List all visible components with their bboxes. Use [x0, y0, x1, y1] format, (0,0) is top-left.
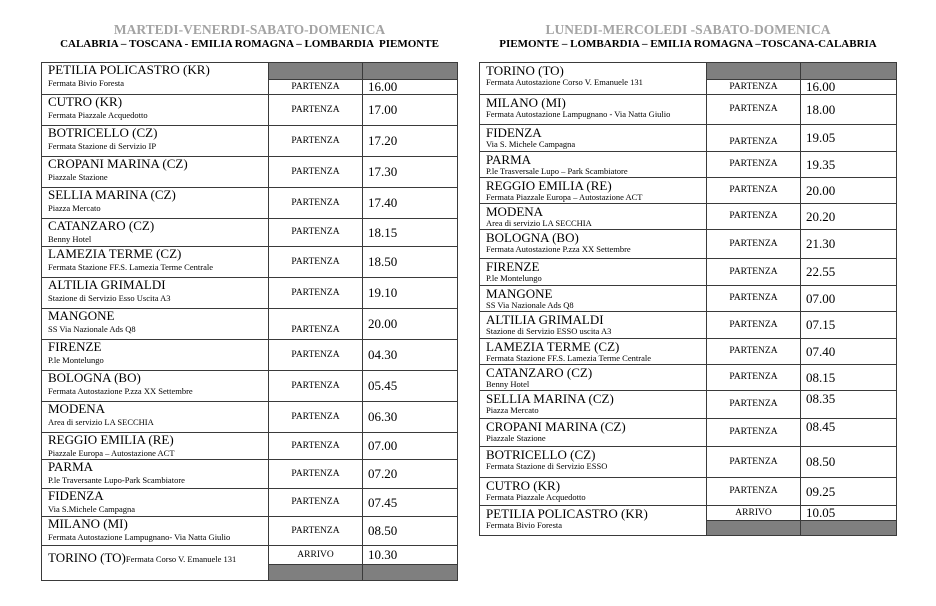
return-timetable: [479, 62, 897, 536]
stop-cell: [42, 546, 268, 580]
stop-address: Via S. Michele Campagna: [486, 139, 576, 149]
stop-cell: [480, 178, 706, 203]
stop-city: MILANO (MI): [486, 95, 566, 110]
stop-cell: [480, 204, 706, 229]
stop-cell: [480, 339, 706, 364]
departure-time: 17.00: [363, 95, 457, 125]
stop-city: REGGIO EMILIA (RE): [48, 432, 174, 447]
stop-type-label: PARTENZA: [269, 126, 362, 156]
stop-cell: [480, 365, 706, 390]
stop-city: FIRENZE: [48, 339, 102, 354]
stop-city: CROPANI MARINA (CZ): [48, 156, 188, 171]
shaded-footer-cell: [707, 521, 800, 535]
stop-cell: [42, 433, 268, 459]
stop-cell: [480, 259, 706, 285]
service-days: LUNEDI-MERCOLEDI -SABATO-DOMENICA: [545, 22, 831, 37]
departure-time: 18.15: [363, 219, 457, 246]
stop-type-label: PARTENZA: [269, 460, 362, 488]
stop-address: Fermata Autostazione Corso V. Emanuele 131: [486, 77, 643, 87]
stop-city: BOTRICELLO (CZ): [48, 125, 158, 140]
departure-time: 17.30: [363, 157, 457, 187]
departure-time: 19.35: [801, 152, 896, 177]
departure-time: 07.20: [363, 460, 457, 488]
stop-cell: [42, 371, 268, 401]
stop-cell: [42, 278, 268, 308]
departure-time: 07.40: [801, 339, 896, 364]
stop-city: BOLOGNA (BO): [486, 230, 579, 245]
stop-type-label: PARTENZA: [269, 80, 362, 94]
stop-cell: [42, 340, 268, 370]
departure-time: 07.15: [801, 312, 896, 338]
stop-type-label: PARTENZA: [269, 433, 362, 459]
stop-city: LAMEZIA TERME (CZ): [486, 339, 620, 354]
stop-address: Benny Hotel: [486, 379, 530, 389]
stop-type-label: PARTENZA: [707, 391, 800, 418]
departure-time: 19.05: [801, 125, 896, 151]
stop-city: MANGONE: [48, 308, 115, 323]
stop-type-label: PARTENZA: [707, 259, 800, 285]
stop-cell: [42, 309, 268, 339]
stop-city: MODENA: [48, 401, 106, 416]
stop-cell: [42, 95, 268, 125]
stop-city: TORINO (TO): [486, 63, 564, 78]
stop-address: Piazzale Stazione: [486, 433, 546, 443]
stop-city: CROPANI MARINA (CZ): [486, 419, 626, 434]
stop-type-label: PARTENZA: [707, 80, 800, 94]
stop-city: CATANZARO (CZ): [48, 218, 155, 233]
departure-time: 22.55: [801, 259, 896, 285]
stop-cell: [42, 188, 268, 218]
stop-cell: [480, 286, 706, 311]
stop-type-label: PARTENZA: [707, 419, 800, 446]
stop-cell: [480, 447, 706, 477]
arrival-time: 10.05: [801, 506, 896, 520]
stop-type-label: PARTENZA: [707, 365, 800, 390]
return-heading: [479, 22, 897, 50]
stop-city: BOLOGNA (BO): [48, 370, 141, 385]
stop-cell: [480, 125, 706, 151]
stop-type-label: PARTENZA: [269, 278, 362, 308]
stop-address: Piazza Mercato: [486, 405, 539, 415]
stop-type-label: PARTENZA: [269, 157, 362, 187]
departure-time: 20.00: [801, 178, 896, 203]
stop-city: FIDENZA: [48, 488, 104, 503]
stop-cell: [42, 126, 268, 156]
stop-address: Fermata Bivio Foresta: [48, 78, 125, 88]
stop-city: MANGONE: [486, 286, 553, 301]
stop-address: Fermata Stazione di Servizio ESSO: [486, 461, 608, 471]
stop-type-label: ARRIVO: [707, 506, 800, 520]
stop-type-label: PARTENZA: [707, 478, 800, 505]
stop-type-label: PARTENZA: [269, 219, 362, 246]
stop-city: PETILIA POLICASTRO (KR): [486, 506, 648, 521]
stop-address: Fermata Stazione FF.S. Lamezia Terme Centrale: [48, 262, 213, 272]
departure-time: 16.00: [801, 80, 896, 94]
stop-address: Benny Hotel: [48, 234, 92, 244]
stop-address: Fermata Autostazione P.zza XX Settembre: [48, 386, 193, 396]
departure-time: 17.20: [363, 126, 457, 156]
stop-address: Fermata Stazione di Servizio IP: [48, 141, 157, 151]
stop-type-label: PARTENZA: [707, 152, 800, 177]
stop-address: Area di servizio LA SECCHIA: [48, 417, 154, 427]
stop-cell: [42, 247, 268, 277]
stop-address: Piazza Mercato: [48, 203, 101, 213]
stop-city: TORINO (TO): [48, 550, 126, 565]
stop-city: PARMA: [486, 152, 532, 167]
stop-type-label: PARTENZA: [707, 204, 800, 229]
stop-type-label: PARTENZA: [707, 95, 800, 124]
stop-cell: [480, 63, 706, 94]
stop-address: Fermata Autostazione Lampugnano- Via Natta Giulio: [48, 532, 231, 542]
shaded-footer-cell: [363, 565, 457, 580]
departure-time: 07.00: [801, 286, 896, 311]
stop-city: REGGIO EMILIA (RE): [486, 178, 612, 193]
stop-type-label: PARTENZA: [269, 402, 362, 432]
stop-city: PARMA: [48, 459, 94, 474]
shaded-footer-cell: [801, 521, 896, 535]
outbound-heading: [41, 22, 458, 50]
departure-time: 07.45: [363, 489, 457, 516]
stop-city: ALTILIA GRIMALDI: [48, 277, 166, 292]
route-regions: PIEMONTE – LOMBARDIA – EMILIA ROMAGNA –TOSCANA-CALABRIA: [499, 38, 877, 50]
stop-city: BOTRICELLO (CZ): [486, 447, 596, 462]
stop-cell: [42, 517, 268, 545]
departure-time: 09.25: [801, 478, 896, 505]
stop-cell: [480, 419, 706, 446]
stop-type-label: PARTENZA: [269, 517, 362, 545]
stop-city: SELLIA MARINA (CZ): [48, 187, 176, 202]
shaded-footer-cell: [269, 565, 362, 580]
stop-address: Stazione di Servizio ESSO uscita A3: [486, 326, 612, 336]
stop-type-label: PARTENZA: [707, 125, 800, 151]
stop-type-label: PARTENZA: [269, 95, 362, 125]
stop-type-label: PARTENZA: [269, 371, 362, 401]
departure-time: 04.30: [363, 340, 457, 370]
departure-time: 05.45: [363, 371, 457, 401]
stop-cell: [42, 460, 268, 488]
departure-time: 16.00: [363, 80, 457, 94]
stop-city: PETILIA POLICASTRO (KR): [48, 62, 210, 77]
stop-city: CUTRO (KR): [48, 94, 123, 109]
stop-address: Fermata Piazzale Acquedotto: [48, 110, 148, 120]
stop-city: MILANO (MI): [48, 516, 128, 531]
service-days: MARTEDI-VENERDI-SABATO-DOMENICA: [113, 22, 386, 37]
stop-type-label: PARTENZA: [707, 447, 800, 477]
stop-city: SELLIA MARINA (CZ): [486, 391, 614, 406]
stop-cell: [480, 152, 706, 177]
stop-cell: [42, 489, 268, 516]
stop-city: ALTILIA GRIMALDI: [486, 312, 604, 327]
departure-time: 21.30: [801, 230, 896, 258]
stop-address: Piazzale Stazione: [48, 172, 108, 182]
stop-address: Fermata Autostazione Lampugnano - Via Natta Giulio: [486, 109, 671, 119]
stop-city: FIRENZE: [486, 259, 540, 274]
shaded-header-cell: [363, 63, 457, 79]
stop-type-label: PARTENZA: [707, 286, 800, 311]
departure-time: 19.10: [363, 278, 457, 308]
departure-time: 08.45: [801, 419, 896, 446]
departure-time: 07.00: [363, 433, 457, 459]
stop-cell: [480, 95, 706, 124]
stop-type-label: PARTENZA: [707, 312, 800, 338]
stop-address: Fermata Stazione FF.S. Lamezia Terme Centrale: [486, 353, 651, 363]
stop-address: Fermata Piazzale Europa – Autostazione ACT: [486, 192, 643, 202]
stop-address: P.le Traversante Lupo-Park Scambiatore: [48, 475, 185, 485]
route-regions: CALABRIA – TOSCANA - EMILIA ROMAGNA – LOMBARDIA PIEMONTE: [60, 38, 439, 50]
shaded-header-cell: [269, 63, 362, 79]
stop-city: LAMEZIA TERME (CZ): [48, 246, 182, 261]
stop-address: Fermata Autostazione P.zza XX Settembre: [486, 244, 631, 254]
stop-cell: [480, 391, 706, 418]
stop-type-label: ARRIVO: [269, 546, 362, 564]
stop-cell: [480, 478, 706, 505]
stop-type-label: PARTENZA: [269, 340, 362, 370]
outbound-timetable: [41, 62, 458, 581]
departure-time: 08.50: [363, 517, 457, 545]
departure-time: 08.15: [801, 365, 896, 390]
stop-type-label: PARTENZA: [707, 178, 800, 203]
stop-type-label: PARTENZA: [707, 339, 800, 364]
stop-address: Fermata Corso V. Emanuele 131: [125, 554, 237, 564]
stop-city: FIDENZA: [486, 125, 542, 140]
stop-cell: [42, 63, 268, 94]
stop-address: Piazzale Europa – Autostazione ACT: [48, 448, 175, 458]
departure-time: 20.00: [363, 309, 457, 339]
departure-time: 20.20: [801, 204, 896, 229]
stop-address: Via S.Michele Campagna: [48, 504, 136, 514]
departure-time: 06.30: [363, 402, 457, 432]
stop-address: SS Via Nazionale Ads Q8: [48, 324, 136, 334]
stop-cell: [480, 230, 706, 258]
stop-type-label: PARTENZA: [269, 188, 362, 218]
stop-address: P.le Montelungo: [48, 355, 104, 365]
stop-cell: [480, 312, 706, 338]
stop-cell: [480, 506, 706, 535]
stop-type-label: PARTENZA: [269, 247, 362, 277]
departure-time: 18.50: [363, 247, 457, 277]
stop-cell: [42, 219, 268, 246]
stop-type-label: PARTENZA: [269, 309, 362, 339]
stop-city: CATANZARO (CZ): [486, 365, 593, 380]
stop-address: P.le Trasversale Lupo – Park Scambiatore: [486, 166, 628, 176]
stop-type-label: PARTENZA: [269, 489, 362, 516]
departure-time: 08.50: [801, 447, 896, 477]
stop-address: Stazione di Servizio Esso Uscita A3: [48, 293, 171, 303]
shaded-header-cell: [707, 63, 800, 79]
stop-address: Fermata Piazzale Acquedotto: [486, 492, 586, 502]
stop-city: CUTRO (KR): [486, 478, 561, 493]
departure-time: 18.00: [801, 95, 896, 124]
stop-type-label: PARTENZA: [707, 230, 800, 258]
stop-address: Fermata Bivio Foresta: [486, 520, 563, 530]
departure-time: 17.40: [363, 188, 457, 218]
stop-city: MODENA: [486, 204, 544, 219]
departure-time: 08.35: [801, 391, 896, 418]
stop-address: SS Via Nazionale Ads Q8: [486, 300, 574, 310]
shaded-header-cell: [801, 63, 896, 79]
stop-address: Area di servizio LA SECCHIA: [486, 218, 592, 228]
arrival-time: 10.30: [363, 546, 457, 564]
stop-cell: [42, 157, 268, 187]
stop-cell: [42, 402, 268, 432]
stop-address: P.le Montelungo: [486, 273, 542, 283]
